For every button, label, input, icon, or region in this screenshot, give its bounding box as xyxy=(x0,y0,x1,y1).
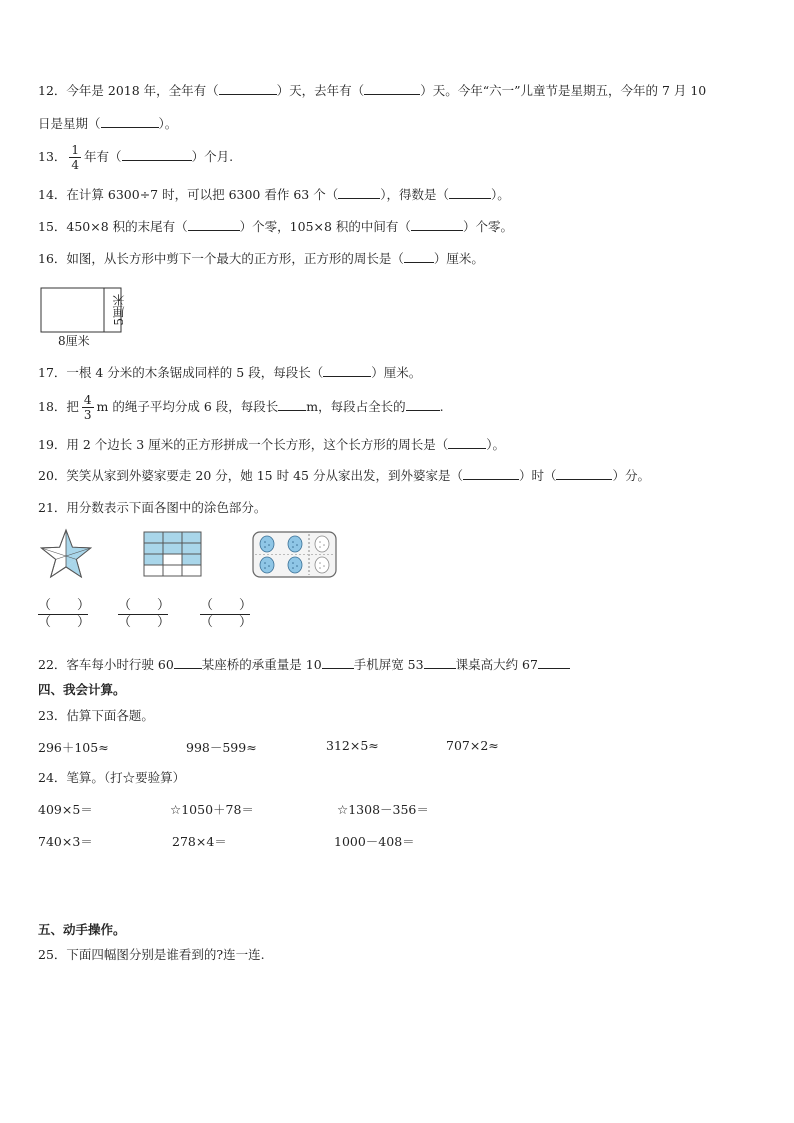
question-14: 14．在计算 6300÷7 时，可以把 6300 看作 63 个（ ），得数是（ ）。 xyxy=(38,187,510,202)
answer-blank[interactable] xyxy=(338,186,380,199)
answer-blank[interactable] xyxy=(424,656,456,669)
q12-text-a: 12．今年是 2018 年，全年有（ xyxy=(38,83,219,98)
written-calc-4: 740×3＝ xyxy=(38,834,93,849)
star-figure xyxy=(38,528,94,580)
fraction-one-quarter: $\frac{1}{4}$ xyxy=(71,143,80,172)
answer-blank[interactable] xyxy=(449,186,491,199)
question-22: 22．客车每小时行驶 60 某座桥的承重量是 10 手机屏宽 53 课桌高大约 67 xyxy=(38,656,570,674)
question-18: 18．把 $\frac{4}{3}$ m 的绳子平均分成 6 段，每段长 m，每段占全长的 . xyxy=(38,393,444,422)
answer-blank[interactable] xyxy=(122,148,192,161)
answer-blank[interactable] xyxy=(406,398,440,411)
answer-blank[interactable] xyxy=(556,467,612,480)
answer-blank[interactable] xyxy=(323,364,371,377)
question-24: 24．笔算。（打☆要验算） xyxy=(38,770,186,785)
fraction-answer-3[interactable]: （ ） （ ） xyxy=(200,598,253,630)
question-25: 25．下面四幅图分别是谁看到的?连一连. xyxy=(38,947,265,962)
answer-blank[interactable] xyxy=(101,115,159,128)
q13-text-a: 年有（ xyxy=(84,149,122,164)
answer-blank[interactable] xyxy=(322,656,354,669)
q13-number: 13． xyxy=(38,149,67,164)
question-15: 15．450×8 积的末尾有（ ）个零，105×8 积的中间有（ ）个零。 xyxy=(38,219,513,234)
answer-blank[interactable] xyxy=(278,398,306,411)
answer-blank[interactable] xyxy=(404,250,434,263)
q12-text-c: ）天。今年“六一”儿童节是星期五，今年的 7 月 10 xyxy=(420,83,707,98)
question-12-line-1 xyxy=(38,82,706,100)
written-calc-1: 409×5＝ xyxy=(38,802,93,817)
answer-blank[interactable] xyxy=(538,656,570,669)
written-calc-6: 1000－408＝ xyxy=(334,834,415,849)
width-label: 8厘米 xyxy=(58,334,90,348)
strawberry-box-figure xyxy=(252,531,338,579)
written-calc-3: ☆1308－356＝ xyxy=(337,802,429,817)
written-calc-5: 278×4＝ xyxy=(172,834,227,849)
question-16: 16．如图，从长方形中剪下一个最大的正方形，正方形的周长是（ ）厘米。 xyxy=(38,251,484,266)
fraction-answer-2[interactable]: （ ） （ ） xyxy=(118,598,171,630)
height-label: 5厘米 xyxy=(112,294,126,326)
answer-blank[interactable] xyxy=(463,467,519,480)
written-calc-2: ☆1050＋78＝ xyxy=(170,802,254,817)
estimate-item-3: 312×5≈ xyxy=(326,738,379,753)
estimate-item-4: 707×2≈ xyxy=(446,738,499,753)
question-17: 17．一根 4 分米的木条锯成同样的 5 段，每段长（ ）厘米。 xyxy=(38,365,422,380)
section-4-title: 四、我会计算。 xyxy=(38,682,126,697)
answer-blank[interactable] xyxy=(448,436,486,449)
question-23: 23．估算下面各题。 xyxy=(38,708,154,723)
question-12-line-2 xyxy=(38,115,177,133)
q12-text-d: 日是星期（ xyxy=(38,116,101,131)
answer-blank[interactable] xyxy=(411,218,463,231)
answer-blank[interactable] xyxy=(219,82,277,95)
q12-text-e: ）。 xyxy=(158,116,178,131)
fraction-answer-1[interactable]: （ ） （ ） xyxy=(38,598,91,630)
question-20: 20．笑笑从家到外婆家要走 20 分，她 15 时 45 分从家出发，到外婆家是（ ）时（ ）分。 xyxy=(38,468,650,483)
answer-blank[interactable] xyxy=(364,82,420,95)
question-21: 21．用分数表示下面各图中的涂色部分。 xyxy=(38,500,267,515)
estimate-item-1: 296＋105≈ xyxy=(38,740,109,755)
section-5-title: 五、动手操作。 xyxy=(38,922,126,937)
question-19: 19．用 2 个边长 3 厘米的正方形拼成一个长方形，这个长方形的周长是（ ）。 xyxy=(38,437,505,452)
grid-figure xyxy=(143,531,203,579)
q13-text-b: ）个月. xyxy=(191,149,234,164)
answer-blank[interactable] xyxy=(174,656,202,669)
answer-blank[interactable] xyxy=(188,218,240,231)
q12-text-b: ）天，去年有（ xyxy=(276,83,365,98)
question-13 xyxy=(38,140,233,174)
estimate-item-2: 998－599≈ xyxy=(186,740,257,755)
fraction-four-thirds: $\frac{4}{3}$ xyxy=(83,393,92,422)
